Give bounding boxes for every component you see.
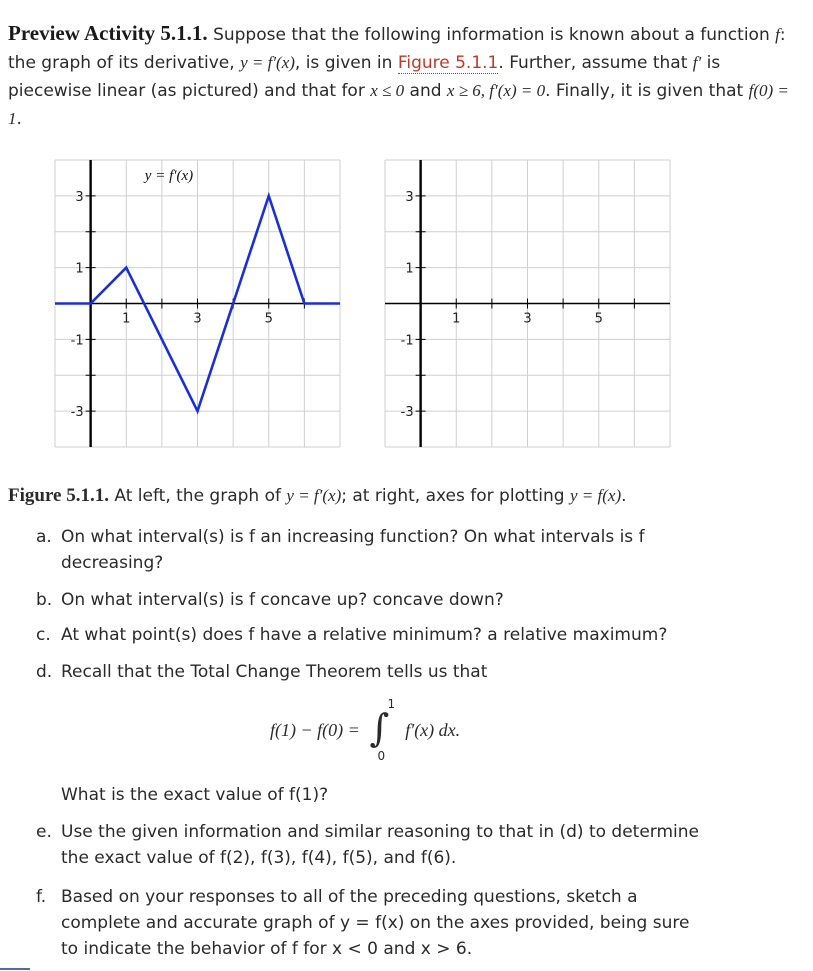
x-tick-label: 3 <box>523 311 532 327</box>
bottom-accent-line <box>0 968 30 970</box>
intro-text-1: Suppose that the following information is known about a function <box>213 25 776 45</box>
y-tick-label: 1 <box>405 261 414 277</box>
integral-lower: 0 <box>377 749 386 763</box>
caption-text-3: . <box>621 486 627 506</box>
followup-question: What is the exact value of f(1)? <box>61 785 329 805</box>
intro-text-5: is piecewise linear (as pictured) and that for <box>8 53 721 101</box>
integral-sign: ∫ 1 0 <box>369 697 396 763</box>
intro-f: f <box>775 25 780 44</box>
x-tick-label: 1 <box>452 311 461 327</box>
question-text: On what interval(s) is f an increasing function? On what intervals is f decreasing? <box>61 527 645 573</box>
intro-fprime: f′ <box>692 53 702 72</box>
equation-integrand: f′(x) dx. <box>405 720 461 740</box>
question-text: On what interval(s) is f concave up? concave down? <box>61 590 504 610</box>
figure-graphs <box>0 150 813 460</box>
y-tick-label: 3 <box>405 189 414 205</box>
figure-caption <box>8 483 627 509</box>
intro-text-7: . Finally, it is given that <box>545 81 749 101</box>
x-tick-label: 5 <box>594 311 603 327</box>
integral-upper: 1 <box>387 697 396 711</box>
intro-cond3: f(0) = 1 <box>8 81 789 128</box>
y-tick-label: 1 <box>75 261 84 277</box>
x-tick-label: 1 <box>122 311 131 327</box>
question-letter: d. <box>36 662 53 682</box>
intro-text-6: and <box>404 81 447 101</box>
question-text: Use the given information and similar reasoning to that in (d) to determine the exact value of f(2), f(3), f(4), f(5), and f(6). <box>61 822 700 868</box>
plot-title-label: y = f′(x) <box>144 167 194 184</box>
intro-text-3: , is given in <box>294 53 398 73</box>
caption-label: Figure 5.1.1. <box>8 485 109 506</box>
intro-eq1: y = f′(x) <box>240 53 295 72</box>
y-tick-label: -1 <box>400 333 414 349</box>
intro-cond2: x ≥ 6, f′(x) = 0 <box>446 81 546 100</box>
question-letter: b. <box>36 590 53 610</box>
question-letter: a. <box>36 527 52 547</box>
total-change-equation <box>270 697 461 763</box>
intro-text-8: . <box>16 109 22 129</box>
x-tick-label: 3 <box>193 311 202 327</box>
question-letter: c. <box>36 625 51 645</box>
question-letter: e. <box>36 822 52 842</box>
question-letter: f. <box>36 887 47 907</box>
caption-text-2: ; at right, axes for plotting <box>341 486 570 506</box>
question-text: Recall that the Total Change Theorem tells us that <box>61 662 488 682</box>
figure-link[interactable]: Figure 5.1.1 <box>397 53 499 73</box>
intro-text-4: . Further, assume that <box>498 53 693 73</box>
intro-paragraph <box>8 20 798 133</box>
plot-panel-1 <box>55 160 340 447</box>
caption-eq2: y = f(x) <box>570 486 622 505</box>
plot-panel-2 <box>385 160 670 447</box>
y-tick-label: -3 <box>400 405 414 421</box>
x-tick-label: 5 <box>264 311 273 327</box>
y-tick-label: -3 <box>70 405 84 421</box>
intro-cond1: x ≤ 0 <box>370 81 405 100</box>
caption-eq1: y = f′(x) <box>286 486 342 505</box>
activity-title: Preview Activity 5.1.1. <box>8 21 208 45</box>
question-text: At what point(s) does f have a relative minimum? a relative maximum? <box>61 625 668 645</box>
intro-text-2: : the graph of its derivative, <box>8 25 786 73</box>
y-tick-label: 3 <box>75 189 84 205</box>
caption-text-1: At left, the graph of <box>114 486 287 506</box>
equation-lhs: f(1) − f(0) = <box>270 720 360 740</box>
question-text: Based on your responses to all of the preceding questions, sketch a complete and accurate graph of y = f(x) on the axes provided, being sure to indicate the behavior of f for x < 0 and x > 6. <box>61 887 690 959</box>
y-tick-label: -1 <box>70 333 84 349</box>
